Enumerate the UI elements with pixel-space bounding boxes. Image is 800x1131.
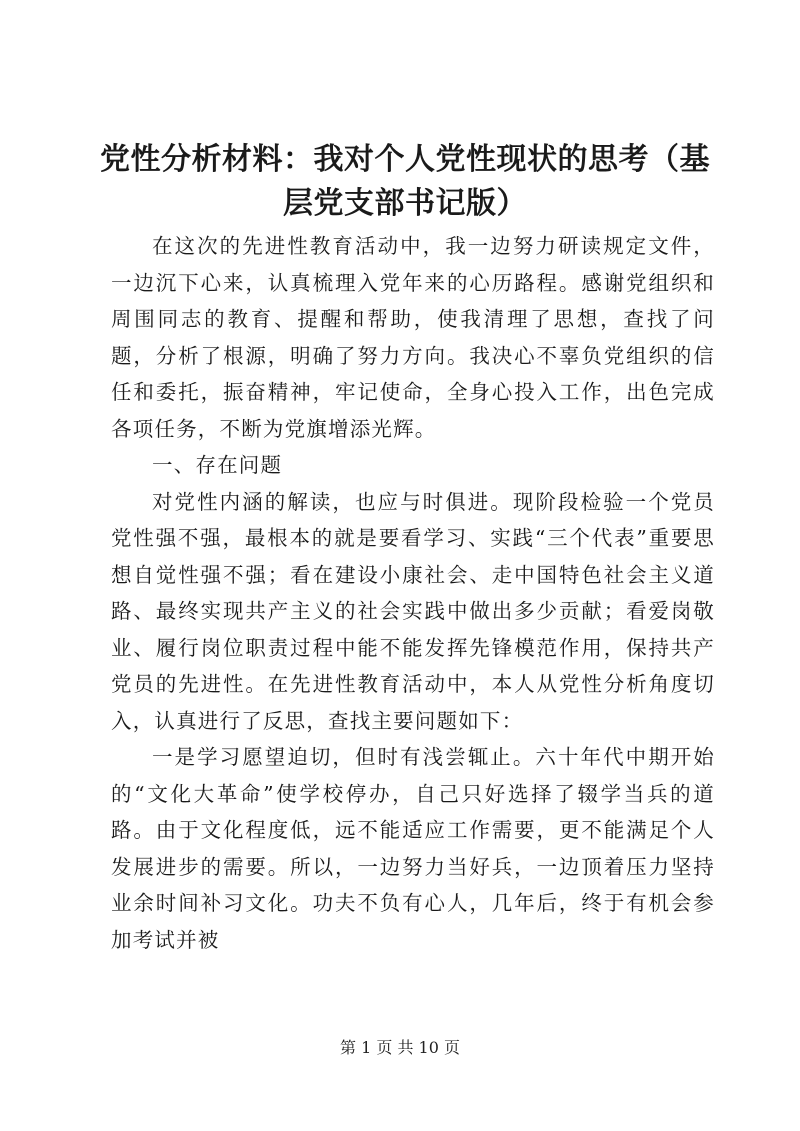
body-paragraph: 对党性内涵的解读，也应与时俱进。现阶段检验一个党员党性强不强，最根本的就是要看学习、实践“三个代表”重要思想自觉性强不强；看在建设小康社会、走中国特色社会主义道路、最终实现共产主义的社会实践中做出多少贡献；看爱岗敬业、履行岗位职责过程中能不能发挥先锋模范作用，保持共产党员的先进性。在先进性教育活动中，本人从党性分析角度切入，认真进行了反思，查找主要问题如下： [111,489,715,733]
document-body [111,228,715,958]
intro-paragraph: 在这次的先进性教育活动中，我一边努力研读规定文件，一边沉下心来，认真梳理入党年来的心历路程。感谢党组织和周围同志的教育、提醒和帮助，使我清理了思想，查找了问题，分析了根源，明确了努力方向。我决心不辜负党组织的信任和委托，振奋精神，牢记使命，全身心投入工作，出色完成各项任务，不断为党旗增添光辉。 [111,234,715,441]
section-heading: 一、存在问题 [152,453,283,477]
document-title: 党性分析材料：我对个人党性现状的思考（基层党支部书记版） [100,142,710,221]
page-footer: 第 1 页 共 10 页 [340,1038,460,1057]
body-paragraph: 一是学习愿望迫切，但时有浅尝辄止。六十年代中期开始的“文化大革命”使学校停办，自己只好选择了辍学当兵的道路。由于文化程度低，远不能适应工作需要，更不能满足个人发展进步的需要。所以，一边努力当好兵，一边顶着压力坚持业余时间补习文化。功夫不负有心人，几年后，终于有机会参加考试并被 [111,745,715,952]
